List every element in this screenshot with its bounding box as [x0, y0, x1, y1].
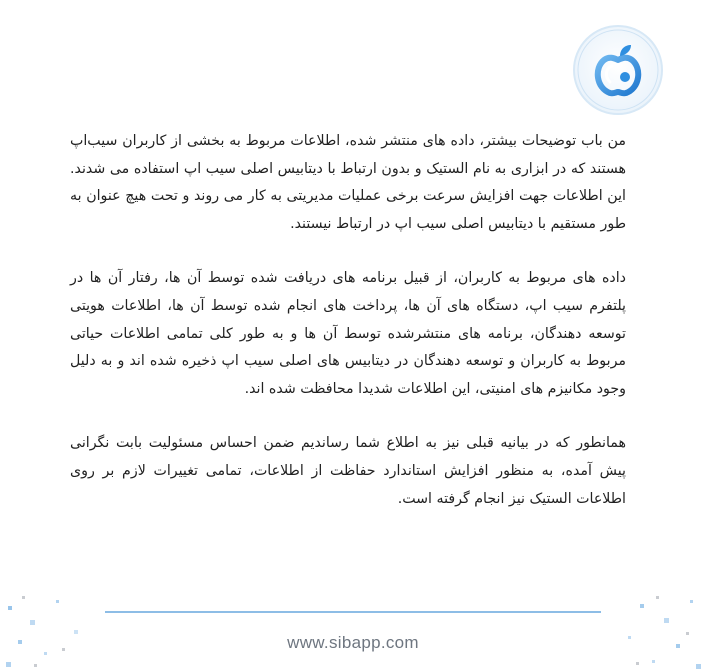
statement-body	[70, 128, 626, 540]
paragraph-1: من باب توضیحات بیشتر، داده های منتشر شده، اطلاعات مربوط به بخشی از کاربران سیب‌اپ هستند که در ابزاری به نام الستیک و بدون ارتباط با دیتابیس اصلی سیب اپ استفاده می شدند. این اطلاعات جهت افزایش سرعت برخی عملیات مدیریتی به کار می روند و تحت هیچ عنوان به طور مستقیم با دیتابیس اصلی سیب اپ در ارتباط نیستند.	[70, 133, 626, 232]
paragraph-2: داده های مربوط به کاربران، از قبیل برنامه های دریافت شده توسط آن ها، رفتار آن ها در پلتفرم سیب اپ، دستگاه های آن ها، پرداخت های انجام شده توسط آن ها، اطلاعات هویتی توسعه دهندگان، برنامه های منتشرشده توسط آن ها و به طور کلی تمامی اطلاعات حیاتی مربوط به کاربران و توسعه دهندگان در دیتابیس های اصلی سیب اپ ذخیره شده اند و به دلیل وجود مکانیزم های امنیتی، این اطلاعات شدیدا محافظت شده اند.	[70, 270, 626, 397]
footer-divider	[105, 611, 601, 613]
website-link[interactable]: www.sibapp.com	[287, 633, 419, 652]
paragraph-3: همانطور که در بیانیه قبلی نیز به اطلاع شما رساندیم ضمن احساس مسئولیت بابت نگرانی پیش آمده، به منظور افزایش استاندارد حفاظت از اطلاعات، تمامی تغییرات لازم بر روی اطلاعات الستیک نیز انجام گرفته است.	[70, 435, 626, 507]
sibapp-logo-icon	[570, 22, 666, 118]
